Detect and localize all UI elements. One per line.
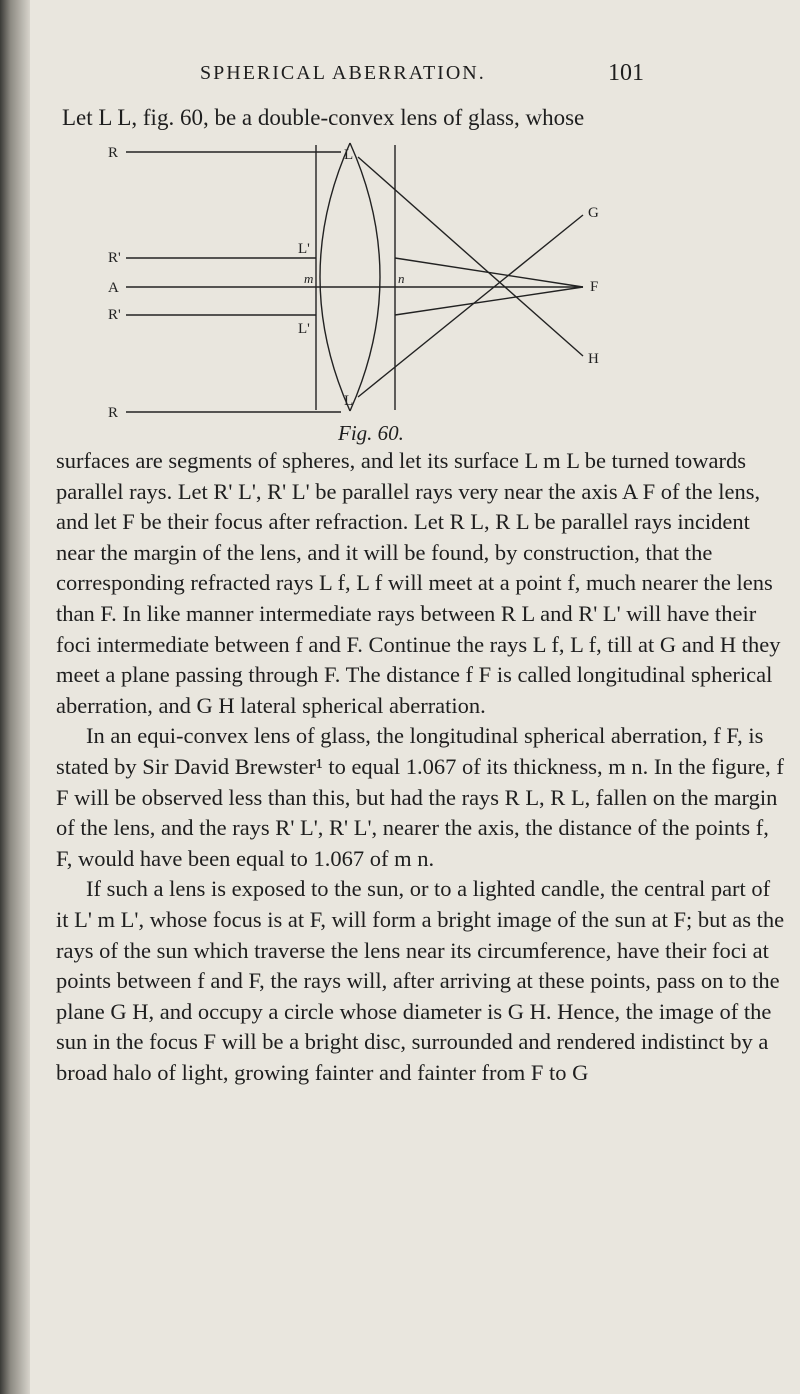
figure-60-lens-diagram	[108, 135, 628, 420]
intro-line: Let L L, fig. 60, be a double-convex lens of glass, whose	[62, 105, 585, 130]
label-m: m	[304, 271, 314, 286]
label-H: H	[588, 351, 599, 367]
page-header	[0, 60, 800, 88]
paragraph-1: surfaces are segments of spheres, and let its surface L m L be turned towards parallel rays. Let R' L', R' L' be parallel rays very near the axis A F of the lens, and let F be their focus after refraction. Let R L, R L be parallel rays incident near the margin of the lens, and it will be found, by construction, that the corresponding refracted rays L f, L f will meet at a point f, much nearer the lens than F. In like manner intermediate rays between R L and R' L' will have their foci intermediate between f and F. Continue the rays L f, L f, till at G and H they meet a plane passing through F. The distance f F is called longitudinal spherical aberration, and G H lateral spherical aberration.	[56, 448, 781, 718]
label-R-bottom: R	[108, 405, 119, 420]
refracted-marginal-top	[358, 157, 583, 356]
figure-caption: Fig. 60.	[338, 421, 404, 445]
label-L-bottom: L	[344, 393, 354, 409]
lens-left-surface	[320, 143, 350, 411]
label-L-prime-bottom: L'	[298, 321, 310, 337]
page-binding-edge	[0, 0, 30, 1394]
label-L-top: L	[344, 147, 354, 163]
paragraph-3: If such a lens is exposed to the sun, or to a lighted candle, the central part of it L' m L', whose focus is at F, will form a bright image of the sun at F; but as the rays of the sun which traverse the lens near its circumference, have their foci at points between f and F, the rays will, after arriving at these points, pass on to the plane G H, and occupy a circle whose diameter is G H. Hence, the image of the sun in the focus F will be a bright disc, surrounded and rendered indistinct by a broad halo of light, growing fainter and fainter from F to G	[56, 876, 785, 1085]
page-number: 101	[608, 60, 644, 86]
label-A: A	[108, 280, 119, 296]
paragraph-2: In an equi-convex lens of glass, the longitudinal spherical aberration, f F, is stated by Sir David Brewster¹ to equal 1.067 of its thickness, m n. In the figure, f F will be observed less than this, but had the rays R L, R L, fallen on the margin of the lens, and the rays R' L', R' L', nearer the axis, the distance of the points f, F, would have been equal to 1.067 of m n.	[56, 723, 784, 871]
label-R-prime-bottom: R'	[108, 307, 121, 323]
label-L-prime-top: L'	[298, 241, 310, 257]
lens-right-surface	[350, 143, 380, 411]
body-text	[56, 446, 786, 1088]
label-R-prime-top: R'	[108, 250, 121, 266]
label-n: n	[398, 271, 405, 286]
label-G: G	[588, 205, 599, 221]
lens-diagram-svg	[108, 135, 628, 420]
running-head: SPHERICAL ABERRATION.	[200, 62, 486, 84]
refracted-marginal-bottom	[358, 215, 583, 397]
label-R-top: R	[108, 145, 119, 161]
label-F: F	[590, 279, 599, 295]
